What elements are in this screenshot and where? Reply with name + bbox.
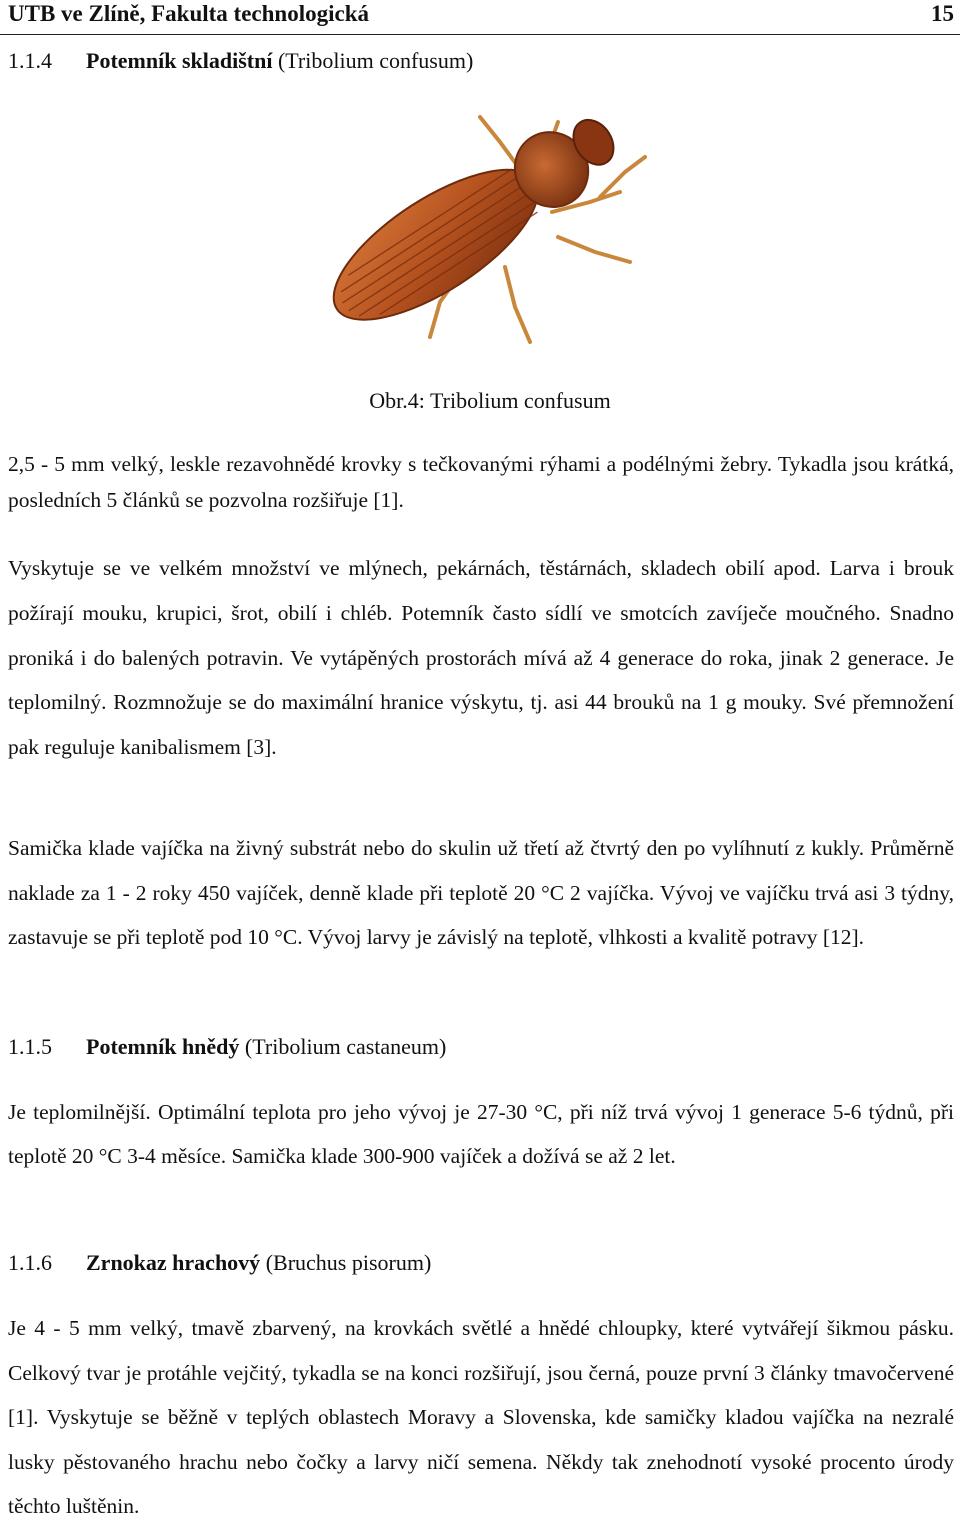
header-page-number: 15 bbox=[931, 1, 954, 26]
section-title-latin: (Bruchus pisorum) bbox=[265, 1250, 432, 1275]
running-header bbox=[0, 0, 960, 35]
section-number: 1.1.4 bbox=[8, 48, 52, 73]
section-title: Potemník skladištní bbox=[86, 48, 273, 73]
figure-caption bbox=[0, 388, 960, 414]
paragraph-occurrence bbox=[8, 546, 954, 770]
paragraph-bruchus bbox=[8, 1306, 954, 1529]
section-title: Zrnokaz hrachový bbox=[86, 1250, 261, 1275]
section-heading-1-1-4 bbox=[8, 48, 473, 74]
section-number: 1.1.6 bbox=[8, 1250, 52, 1275]
paragraph-text: 2,5 - 5 mm velký, leskle rezavohnědé krovky s tečkovanými rýhami a podélnými žebry. Tykadla jsou krátká, posledních 5 článků se pozvolna rozšiřuje [1]. bbox=[8, 452, 954, 512]
paragraph-description bbox=[8, 446, 954, 518]
section-title-latin: (Tribolium confusum) bbox=[277, 48, 474, 73]
section-title-latin: (Tribolium castaneum) bbox=[244, 1034, 447, 1059]
paragraph-text: Je teplomilnější. Optimální teplota pro jeho vývoj je 27-30 °C, při níž trvá vývoj 1 generace 5-6 týdnů, při teplotě 20 °C 3-4 měsíce. Samička klade 300-900 vajíček a dožívá se až 2 let. bbox=[8, 1100, 954, 1169]
section-title: Potemník hnědý bbox=[86, 1034, 240, 1059]
figure-beetle-image bbox=[290, 102, 670, 364]
beetle-illustration bbox=[290, 102, 670, 364]
section-heading-1-1-6 bbox=[8, 1250, 431, 1276]
paragraph-text: Vyskytuje se ve velkém množství ve mlýnech, pekárnách, těstárnách, skladech obilí apod. Larva i brouk požírají mouku, krupici, šrot, obilí i chléb. Potemník často sídlí ve smotcích zavíječe moučného. Snadno proniká i do balených potravin. Ve vytápěných prostorách mívá až 4 generace do roka, jinak 2 generace. Je teplomilný. Rozmnožuje se do maximální hranice výskytu, tj. asi 44 brouků na 1 g mouky. Své přemnožení pak reguluje kanibalismem [3]. bbox=[8, 556, 954, 760]
paragraph-reproduction bbox=[8, 826, 954, 960]
figure-caption-text: Obr.4: Tribolium confusum bbox=[369, 388, 611, 413]
section-heading-1-1-5 bbox=[8, 1034, 446, 1060]
header-institution: UTB ve Zlíně, Fakulta technologická bbox=[8, 1, 369, 26]
section-number: 1.1.5 bbox=[8, 1034, 52, 1059]
paragraph-text: Je 4 - 5 mm velký, tmavě zbarvený, na krovkách světlé a hnědé chloupky, které vytvářejí šikmou pásku. Celkový tvar je protáhle vejčitý, tykadla se na konci rozšiřují, jsou černá, pouze první 3 články tmavočervené [1]. Vyskytuje se běžně v teplých oblastech Moravy a Slovenska, kde samičky kladou vajíčka na nezralé lusky pěstovaného hrachu nebo čočky a larvy ničí semena. Někdy tak znehodnotí vysoké procento úrody těchto luštěnin. bbox=[8, 1316, 954, 1519]
paragraph-text: Samička klade vajíčka na živný substrát nebo do skulin už třetí až čtvrtý den po vylíhnutí z kukly. Průměrně naklade za 1 - 2 roky 450 vajíček, denně klade při teplotě 20 °C 2 vajíčka. Vývoj ve vajíčku trvá asi 3 týdny, zastavuje se při teplotě pod 10 °C. Vývoj larvy je závislý na teplotě, vlhkosti a kvalitě potravy [12]. bbox=[8, 836, 954, 950]
paragraph-castaneum bbox=[8, 1090, 954, 1179]
